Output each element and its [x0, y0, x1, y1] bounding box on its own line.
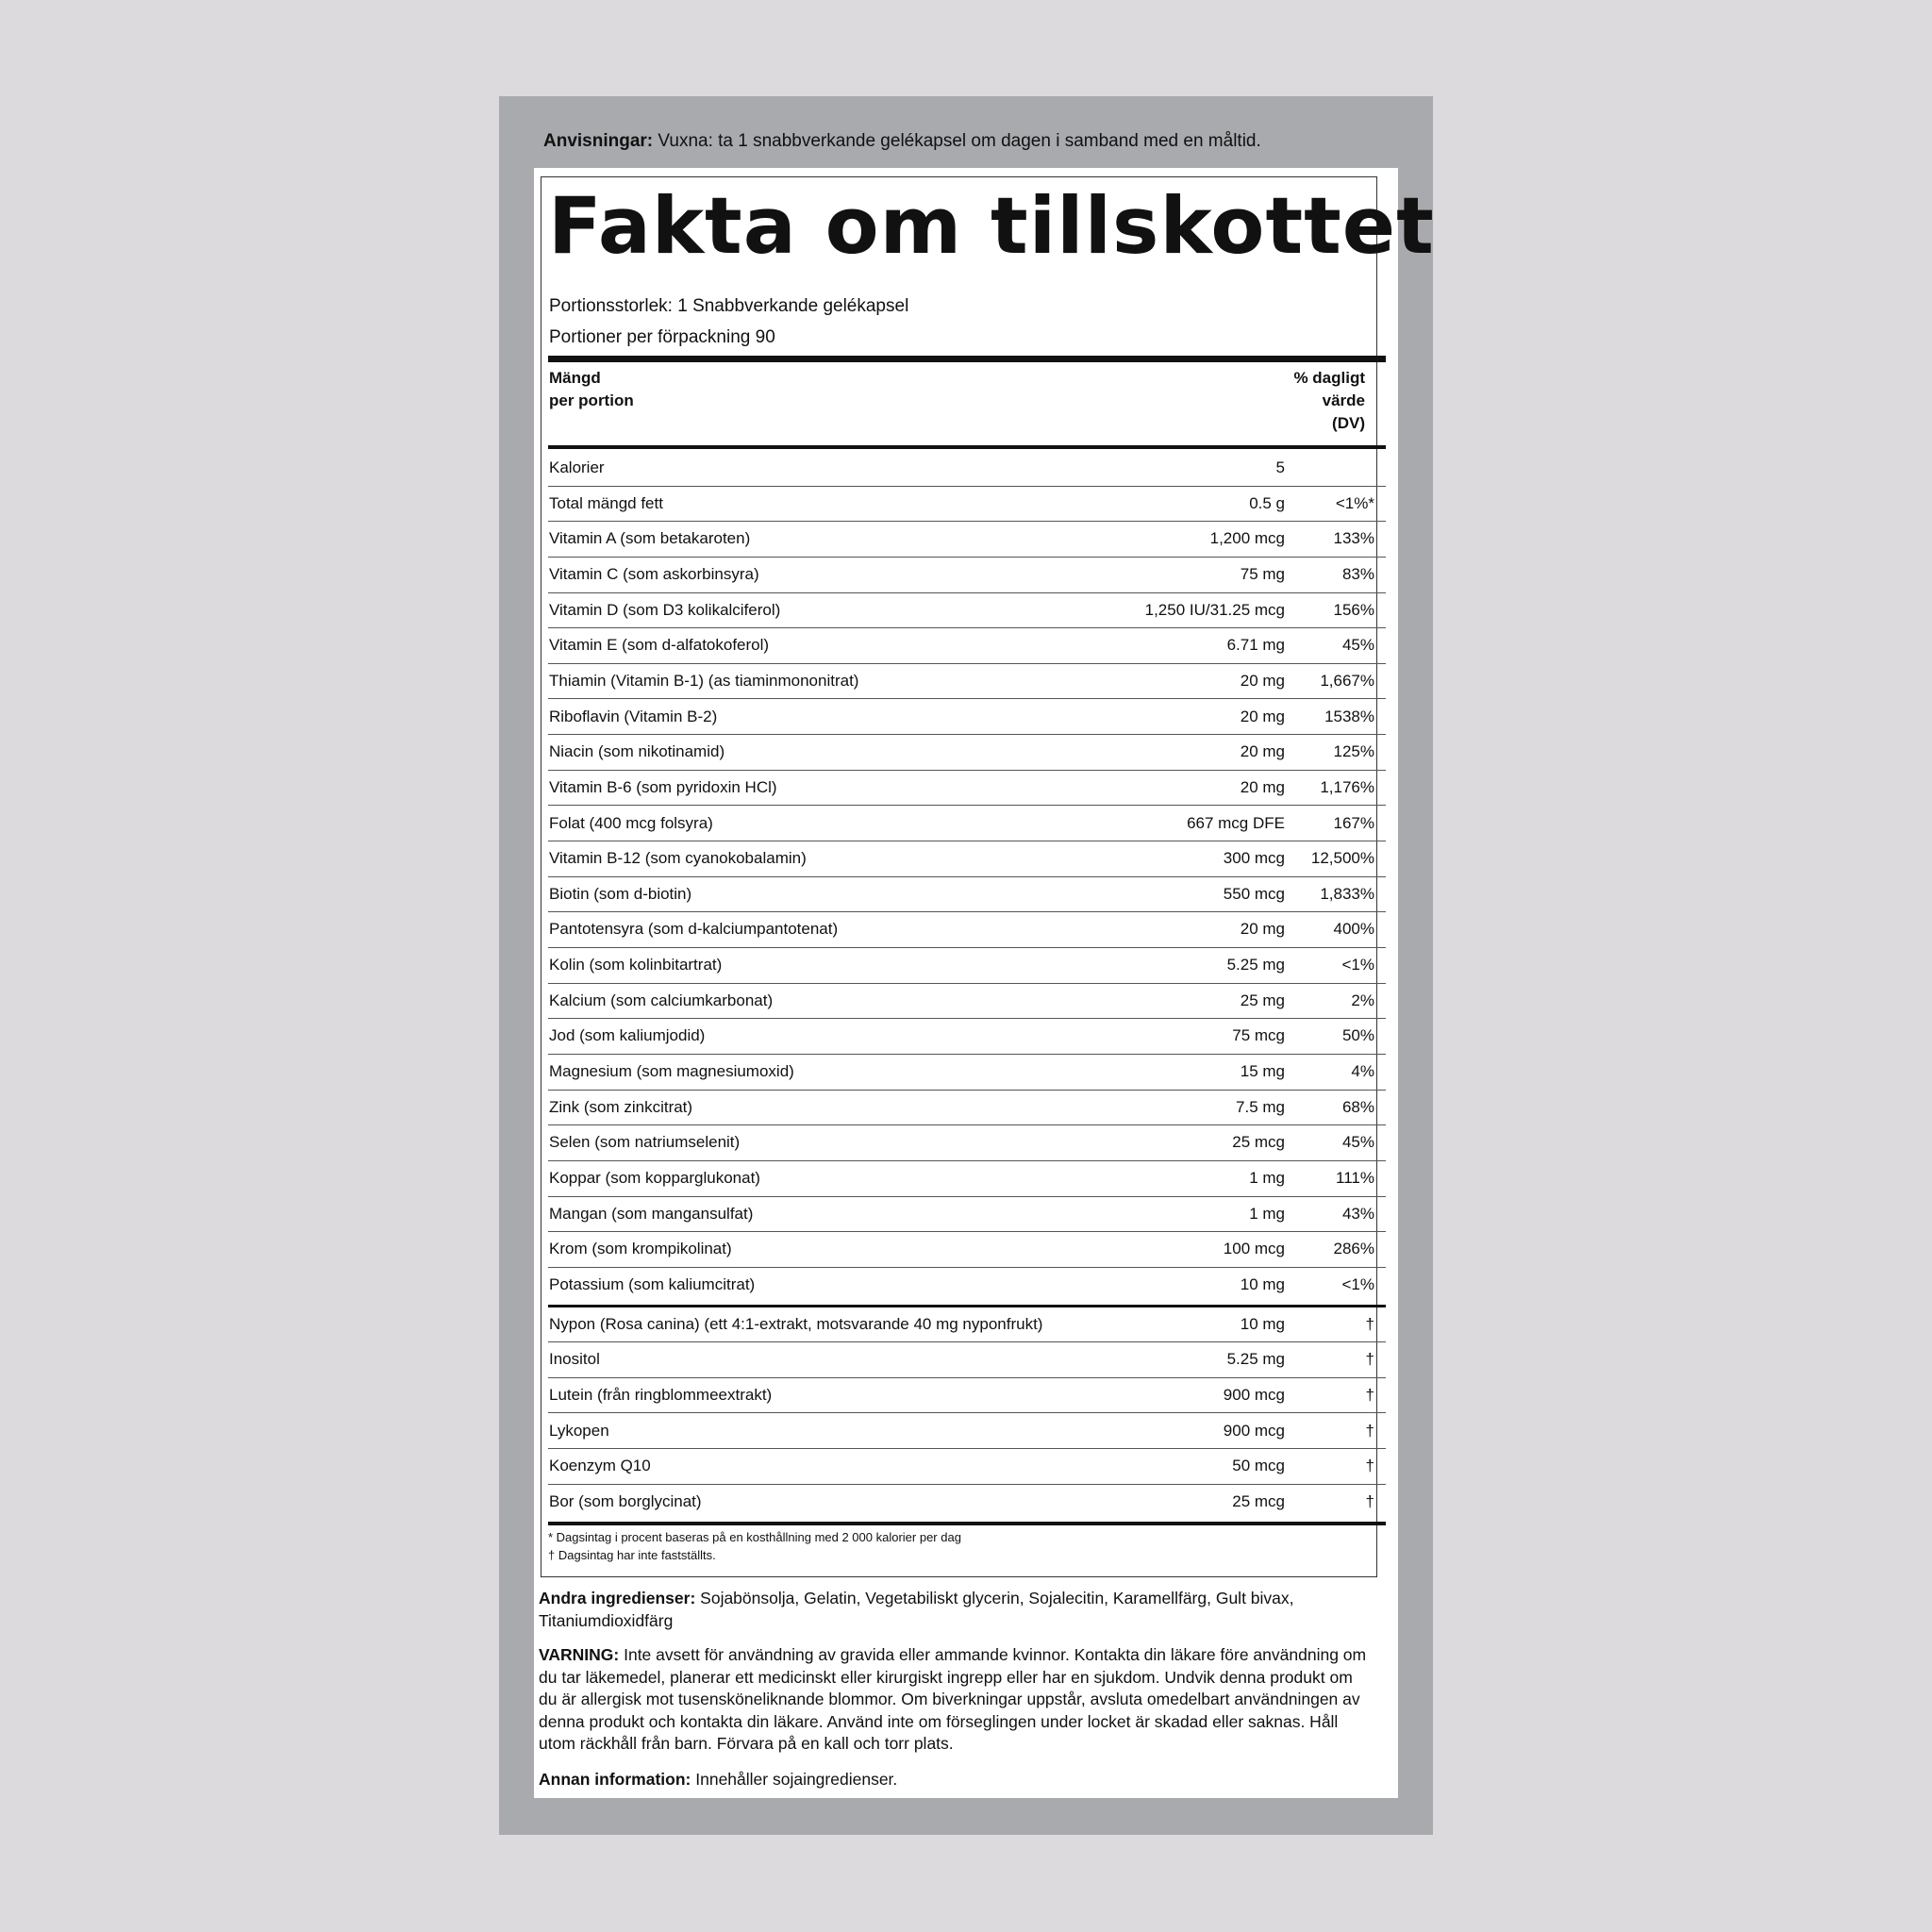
- nutrient-row: [548, 912, 1386, 948]
- facts-title: Fakta om tillskottet: [548, 180, 1435, 272]
- nutrient-daily-value: 1,833%: [1320, 884, 1374, 903]
- nutrient-daily-value: †: [1365, 1314, 1374, 1333]
- nutrient-amount: 75 mg: [1240, 564, 1285, 583]
- nutrient-row: [548, 1125, 1386, 1161]
- nutrient-daily-value: †: [1365, 1350, 1374, 1369]
- nutrient-name: Inositol: [549, 1350, 600, 1369]
- label-panel: [534, 168, 1435, 1798]
- nutrient-row: [548, 841, 1386, 877]
- warning-label: VARNING:: [539, 1645, 620, 1664]
- nutrient-row: [548, 771, 1386, 807]
- nutrient-daily-value: 68%: [1341, 1097, 1374, 1116]
- servings-per-container: Portioner per förpackning 90: [549, 327, 775, 347]
- nutrient-amount: 1,250 IU/31.25 mcg: [1144, 600, 1285, 619]
- nutrient-daily-value: 45%: [1341, 636, 1374, 655]
- nutrient-name: Zink (som zinkcitrat): [549, 1097, 693, 1116]
- nutrient-row: [548, 1161, 1386, 1197]
- nutrient-name: Bor (som borglycinat): [549, 1491, 702, 1510]
- nutrient-amount: 900 mcg: [1223, 1385, 1285, 1404]
- nutrient-row: [548, 558, 1386, 593]
- nutrient-daily-value: <1%: [1341, 1274, 1374, 1293]
- nutrient-amount: 5.25 mg: [1226, 956, 1285, 974]
- nutrient-daily-value: 125%: [1333, 742, 1374, 761]
- nutrient-row: [548, 1055, 1386, 1091]
- nutrient-amount: 1,200 mcg: [1209, 529, 1285, 548]
- nutrient-row: [548, 807, 1386, 842]
- nutrient-daily-value: 133%: [1333, 529, 1374, 548]
- nutrient-amount: 20 mg: [1240, 742, 1285, 761]
- nutrient-row: [548, 1485, 1386, 1521]
- nutrient-row: [548, 700, 1386, 736]
- nutrient-row: [548, 1197, 1386, 1233]
- nutrient-row: [548, 522, 1386, 558]
- supplement-facts-box: [541, 176, 1435, 1577]
- other-ingredients: [539, 1588, 1369, 1632]
- daily-value-header: [1293, 367, 1365, 435]
- nutrient-amount: 100 mcg: [1223, 1240, 1285, 1258]
- nutrient-name: Koppar (som kopparglukonat): [549, 1169, 760, 1187]
- thick-divider: [548, 356, 1386, 362]
- nutrient-name: Lykopen: [549, 1421, 609, 1440]
- nutrient-row: [548, 735, 1386, 771]
- nutrient-row: [548, 984, 1386, 1020]
- footnote-not-established: † Dagsintag har inte fastställts.: [548, 1548, 716, 1562]
- nutrient-name: Vitamin C (som askorbinsyra): [549, 564, 759, 583]
- nutrient-name: Niacin (som nikotinamid): [549, 742, 725, 761]
- nutrient-row: [548, 877, 1386, 913]
- nutrient-name: Folat (400 mcg folsyra): [549, 813, 713, 832]
- nutrient-name: Vitamin D (som D3 kolikalciferol): [549, 600, 781, 619]
- nutrient-row: [548, 1378, 1386, 1414]
- nutrient-daily-value: <1%*: [1335, 493, 1374, 512]
- nutrient-daily-value: 45%: [1341, 1133, 1374, 1152]
- nutrient-amount: 20 mg: [1240, 671, 1285, 690]
- header-left-line-1: Mängd: [549, 369, 601, 387]
- nutrient-daily-value: 156%: [1333, 600, 1374, 619]
- nutrient-daily-value: †: [1365, 1491, 1374, 1510]
- other-ingredients-label: Andra ingredienser:: [539, 1589, 696, 1607]
- nutrient-amount: 7.5 mg: [1236, 1097, 1285, 1116]
- nutrient-amount: 20 mg: [1240, 777, 1285, 796]
- header-right-line-3: (DV): [1332, 414, 1365, 432]
- header-right-line-1: % dagligt: [1293, 369, 1365, 387]
- nutrient-row: [548, 1232, 1386, 1268]
- nutrient-name: Potassium (som kaliumcitrat): [549, 1274, 756, 1293]
- bottom-divider: [548, 1522, 1386, 1525]
- nutrient-amount: 10 mg: [1240, 1274, 1285, 1293]
- nutrient-daily-value: 43%: [1341, 1204, 1374, 1223]
- nutrient-name: Thiamin (Vitamin B-1) (as tiaminmononitrat): [549, 671, 859, 690]
- label-card: [499, 96, 1433, 1835]
- nutrient-daily-value: 286%: [1333, 1240, 1374, 1258]
- nutrient-amount: 1 mg: [1249, 1169, 1285, 1187]
- nutrient-name: Vitamin A (som betakaroten): [549, 529, 751, 548]
- warning: [539, 1644, 1369, 1756]
- nutrient-name: Nypon (Rosa canina) (ett 4:1-extrakt, motsvarande 40 mg nyponfrukt): [549, 1314, 1043, 1333]
- nutrient-daily-value: 50%: [1341, 1026, 1374, 1045]
- nutrient-row: [548, 593, 1386, 629]
- nutrient-name: Lutein (från ringblommeextrakt): [549, 1385, 773, 1404]
- nutrient-name: Biotin (som d-biotin): [549, 884, 692, 903]
- nutrient-amount: 300 mcg: [1223, 849, 1285, 868]
- nutrient-daily-value: †: [1365, 1421, 1374, 1440]
- nutrient-name: Vitamin E (som d-alfatokoferol): [549, 636, 770, 655]
- nutrient-daily-value: <1%: [1341, 956, 1374, 974]
- nutrient-name: Pantotensyra (som d-kalciumpantotenat): [549, 920, 839, 939]
- nutrient-amount: 6.71 mg: [1226, 636, 1285, 655]
- nutrient-daily-value: 83%: [1341, 564, 1374, 583]
- nutrient-amount: 15 mg: [1240, 1062, 1285, 1081]
- nutrient-row: [548, 1449, 1386, 1485]
- nutrient-amount: 0.5 g: [1249, 493, 1285, 512]
- nutrient-row: [548, 487, 1386, 523]
- nutrient-daily-value: 111%: [1336, 1169, 1374, 1187]
- other-information-text: Innehåller sojaingredienser.: [691, 1770, 898, 1789]
- nutrient-name: Jod (som kaliumjodid): [549, 1026, 706, 1045]
- nutrient-amount: 50 mcg: [1232, 1457, 1285, 1475]
- amount-per-serving-header: [549, 367, 634, 412]
- nutrient-amount: 10 mg: [1240, 1314, 1285, 1333]
- header-right-line-2: värde: [1322, 391, 1365, 409]
- nutrient-daily-value: 1,667%: [1320, 671, 1374, 690]
- nutrient-name: Kalcium (som calciumkarbonat): [549, 991, 774, 1009]
- nutrient-daily-value: †: [1365, 1457, 1374, 1475]
- nutrient-daily-value: 12,500%: [1310, 849, 1374, 868]
- nutrient-amount: 5: [1275, 458, 1285, 476]
- other-information: [539, 1769, 1369, 1791]
- nutrient-name: Vitamin B-12 (som cyanokobalamin): [549, 849, 807, 868]
- nutrient-daily-value: 1,176%: [1320, 777, 1374, 796]
- directions-label: Anvisningar:: [543, 131, 654, 151]
- nutrient-name: Riboflavin (Vitamin B-2): [549, 707, 718, 725]
- nutrient-amount: 25 mcg: [1232, 1491, 1285, 1510]
- directions-text: Vuxna: ta 1 snabbverkande gelékapsel om dagen i samband med en måltid.: [653, 131, 1261, 151]
- header-left-line-2: per portion: [549, 391, 634, 409]
- nutrient-amount: 20 mg: [1240, 707, 1285, 725]
- nutrient-daily-value: 400%: [1333, 920, 1374, 939]
- directions: [543, 130, 1261, 153]
- other-ingredients-text: Sojabönsolja, Gelatin, Vegetabiliskt glycerin, Sojalecitin, Karamellfärg, Gult bivax, Titaniumdioxidfärg: [539, 1589, 1294, 1630]
- nutrient-name: Mangan (som mangansulfat): [549, 1204, 754, 1223]
- nutrient-amount: 25 mcg: [1232, 1133, 1285, 1152]
- nutrient-row: [548, 1342, 1386, 1378]
- nutrient-amount: 5.25 mg: [1226, 1350, 1285, 1369]
- nutrient-daily-value: 167%: [1333, 813, 1374, 832]
- nutrient-name: Koenzym Q10: [549, 1457, 651, 1475]
- nutrient-amount: 667 mcg DFE: [1187, 813, 1285, 832]
- nutrient-amount: 20 mg: [1240, 920, 1285, 939]
- nutrient-daily-value: 1538%: [1324, 707, 1374, 725]
- other-information-label: Annan information:: [539, 1770, 691, 1789]
- nutrient-amount: 1 mg: [1249, 1204, 1285, 1223]
- nutrient-row: [548, 451, 1386, 487]
- nutrient-row: [548, 664, 1386, 700]
- nutrient-daily-value: 4%: [1351, 1062, 1374, 1081]
- nutrient-row: [548, 1019, 1386, 1055]
- nutrient-daily-value: 2%: [1351, 991, 1374, 1009]
- nutrient-daily-value: †: [1365, 1385, 1374, 1404]
- nutrient-amount: 900 mcg: [1223, 1421, 1285, 1440]
- nutrient-row: [548, 1307, 1386, 1343]
- nutrient-row: [548, 1268, 1386, 1304]
- nutrient-amount: 75 mcg: [1232, 1026, 1285, 1045]
- nutrient-name: Krom (som krompikolinat): [549, 1240, 732, 1258]
- nutrient-amount: 550 mcg: [1223, 884, 1285, 903]
- footnote-daily-value: * Dagsintag i procent baseras på en kosthållning med 2 000 kalorier per dag: [548, 1530, 961, 1544]
- nutrient-row: [548, 1414, 1386, 1450]
- nutrient-name: Kolin (som kolinbitartrat): [549, 956, 723, 974]
- nutrient-name: Vitamin B-6 (som pyridoxin HCl): [549, 777, 777, 796]
- nutrient-amount: 25 mg: [1240, 991, 1285, 1009]
- warning-text: Inte avsett för användning av gravida eller ammande kvinnor. Kontakta din läkare före användning om du tar läkemedel, planerar ett medicinskt eller kirurgiskt ingrepp eller har en sjukdom. Undvik denna produkt om du är allergisk mot tusensköneliknande blommor. Om biverkningar uppstår, avsluta omedelbart användningen av denna produkt och kontakta din läkare. Använd inte om förseglingen under locket är skadad eller saknas. Håll utom räckhåll från barn. Förvara på en kall och torr plats.: [539, 1645, 1367, 1753]
- nutrient-row: [548, 628, 1386, 664]
- nutrient-name: Magnesium (som magnesiumoxid): [549, 1062, 794, 1081]
- nutrient-name: Selen (som natriumselenit): [549, 1133, 741, 1152]
- nutrient-row: [548, 1091, 1386, 1126]
- nutrient-name: Total mängd fett: [549, 493, 663, 512]
- header-divider: [548, 445, 1386, 449]
- nutrient-row: [548, 948, 1386, 984]
- nutrient-name: Kalorier: [549, 458, 605, 476]
- serving-size: Portionsstorlek: 1 Snabbverkande gelékapsel: [549, 296, 909, 316]
